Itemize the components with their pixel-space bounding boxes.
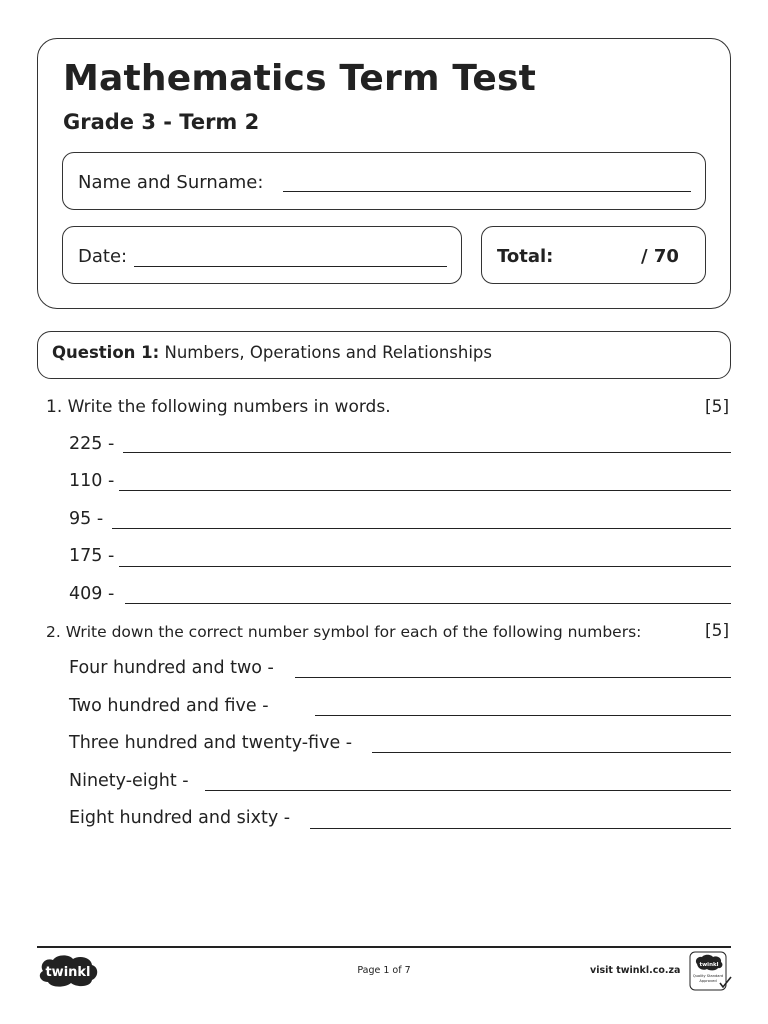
q2-answer-line[interactable] <box>315 715 731 716</box>
svg-text:Approved: Approved <box>699 979 717 983</box>
q1-instruction: 1. Write the following numbers in words. <box>46 397 391 417</box>
q1-answer-line[interactable] <box>119 490 731 491</box>
q2-item-label: Two hundred and five - <box>69 696 269 716</box>
q2-marks: [5] <box>705 621 730 641</box>
q2-item-label: Three hundred and twenty-five - <box>69 733 353 753</box>
q1-item-label: 95 - <box>69 509 104 529</box>
q1-answer-line[interactable] <box>112 528 731 529</box>
footer-divider <box>37 946 731 948</box>
quality-badge-icon <box>689 951 733 995</box>
total-label: Total: <box>497 246 554 267</box>
q1-item-label: 110 - <box>69 471 115 491</box>
q2-answer-line[interactable] <box>205 790 731 791</box>
total-value: / 70 <box>641 246 679 267</box>
page-number: Page 1 of 7 <box>357 965 411 976</box>
q1-answer-line[interactable] <box>119 566 731 567</box>
q2-answer-line[interactable] <box>372 752 731 753</box>
svg-text:Quality Standard: Quality Standard <box>692 974 724 978</box>
q2-item-label: Eight hundred and sixty - <box>69 808 291 828</box>
q1-item-label: 225 - <box>69 434 115 454</box>
date-input-line[interactable] <box>134 266 447 267</box>
q2-item-label: Ninety-eight - <box>69 771 189 791</box>
q2-instruction: 2. Write down the correct number symbol for each of the following numbers: <box>46 623 642 641</box>
q1-marks: [5] <box>705 397 730 417</box>
q2-answer-line[interactable] <box>295 677 731 678</box>
visit-link[interactable]: visit twinkl.co.za <box>590 965 681 976</box>
question-heading <box>52 343 492 362</box>
page-subtitle: Grade 3 - Term 2 <box>63 110 260 134</box>
q1-answer-line[interactable] <box>123 452 731 453</box>
name-input-line[interactable] <box>283 191 691 192</box>
q2-item-label: Four hundred and two - <box>69 658 274 678</box>
name-label: Name and Surname: <box>78 172 264 193</box>
q1-answer-line[interactable] <box>125 603 731 604</box>
question-number: Question 1: <box>52 343 160 362</box>
page-title: Mathematics Term Test <box>63 58 537 99</box>
date-label: Date: <box>78 246 128 267</box>
q1-item-label: 409 - <box>69 584 115 604</box>
twinkl-logo <box>37 953 99 993</box>
q1-item-label: 175 - <box>69 546 115 566</box>
svg-text:twinkl: twinkl <box>45 965 91 980</box>
question-topic: Numbers, Operations and Relationships <box>164 343 492 362</box>
svg-text:twinkl: twinkl <box>699 962 719 968</box>
q2-answer-line[interactable] <box>310 828 731 829</box>
